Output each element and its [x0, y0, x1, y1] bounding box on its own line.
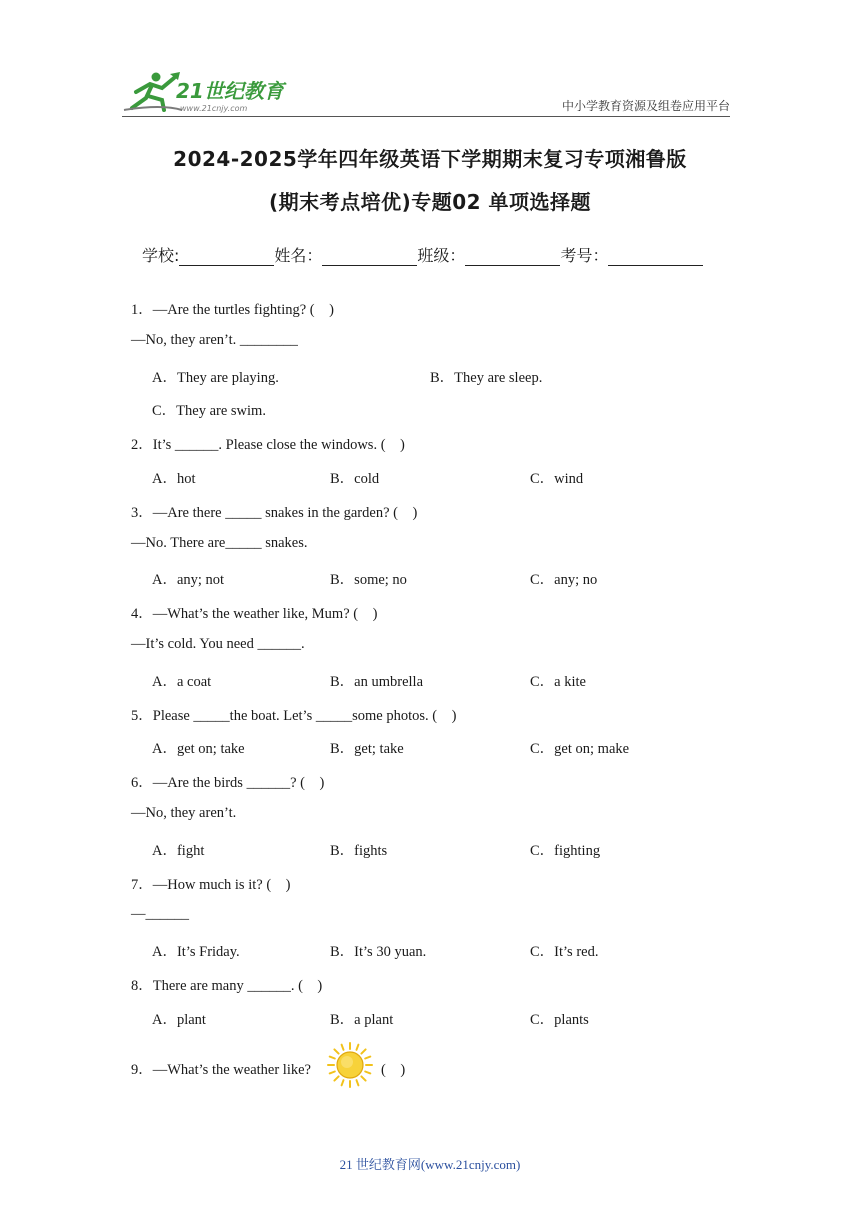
- footer-link[interactable]: 21 世纪教育网(www.21cnjy.com): [339, 1157, 521, 1172]
- option-a[interactable]: A．It’s Friday.: [152, 944, 240, 960]
- class-label: 班级：: [417, 246, 466, 265]
- option-a[interactable]: A．They are playing.: [152, 370, 279, 386]
- question-text: —How much is it? ( ): [152, 877, 291, 893]
- option-b[interactable]: B．some; no: [330, 572, 407, 588]
- question-7-line-2: —______: [131, 906, 189, 922]
- option-c[interactable]: C．any; no: [530, 572, 598, 588]
- question-9-answer-paren[interactable]: ( ): [381, 1062, 406, 1078]
- question-3-line-2: —No. There are_____ snakes.: [131, 535, 308, 551]
- option-a[interactable]: A．get on; take: [152, 741, 245, 757]
- exam-no-field[interactable]: [560, 243, 703, 266]
- option-a[interactable]: A．fight: [152, 843, 205, 859]
- header-divider: [122, 116, 730, 117]
- site-logo: [122, 70, 292, 116]
- question-8: [131, 974, 322, 995]
- logo-runner-icon: [122, 70, 292, 116]
- logo-url: www.21cnjy.com: [180, 104, 248, 113]
- question-6-line-2: —No, they aren’t.: [131, 805, 237, 821]
- option-a[interactable]: A．plant: [152, 1012, 206, 1028]
- question-number: 8．: [131, 978, 153, 994]
- option-a[interactable]: A．any; not: [152, 572, 225, 588]
- question-2: [131, 433, 405, 454]
- exam-no-blank[interactable]: [608, 247, 703, 266]
- option-b[interactable]: B．cold: [330, 471, 380, 487]
- school-blank[interactable]: [179, 247, 274, 266]
- name-label: 姓名：: [274, 246, 323, 265]
- option-a[interactable]: A．a coat: [152, 674, 212, 690]
- option-b[interactable]: B．a plant: [330, 1012, 394, 1028]
- option-c[interactable]: C．fighting: [530, 843, 601, 859]
- question-text: —What’s the weather like, Mum? ( ): [152, 606, 378, 622]
- page-subtitle: (期末考点培优)专题02 单项选择题: [268, 190, 592, 214]
- class-blank[interactable]: [465, 247, 560, 266]
- question-number: 5．: [131, 708, 153, 724]
- page-title: 2024-2025学年四年级英语下学期期末复习专项湘鲁版: [173, 147, 687, 171]
- question-number: 9．: [131, 1062, 153, 1078]
- student-info-row: [142, 243, 703, 266]
- question-4-line-2: —It’s cold. You need ______.: [131, 636, 305, 652]
- option-b[interactable]: B．fights: [330, 843, 388, 859]
- question-number: 7．: [131, 877, 153, 893]
- question-9: [131, 1058, 311, 1079]
- option-b[interactable]: B．get; take: [330, 741, 404, 757]
- option-c[interactable]: C．It’s red.: [530, 944, 599, 960]
- question-number: 2．: [131, 437, 153, 453]
- option-c[interactable]: C．get on; make: [530, 741, 630, 757]
- option-b[interactable]: B．It’s 30 yuan.: [330, 944, 427, 960]
- platform-label: 中小学教育资源及组卷应用平台: [561, 99, 730, 113]
- question-1: [131, 298, 334, 319]
- question-5: [131, 704, 456, 725]
- question-text: —What’s the weather like?: [152, 1062, 311, 1078]
- question-text: —Are there _____ snakes in the garden? ( ): [152, 505, 418, 521]
- question-text: Please _____the boat. Let’s _____some photos. ( ): [152, 708, 457, 724]
- option-c[interactable]: C．a kite: [530, 674, 586, 690]
- question-7: [131, 873, 290, 894]
- question-text: There are many ______. ( ): [152, 978, 323, 994]
- option-b[interactable]: B．an umbrella: [330, 674, 424, 690]
- school-label: 学校:: [142, 246, 180, 265]
- question-text: —Are the birds ______? ( ): [152, 775, 325, 791]
- question-1-line-2: —No, they aren’t. ________: [131, 332, 298, 348]
- sun-icon: [327, 1042, 373, 1088]
- option-c[interactable]: C．wind: [530, 471, 584, 487]
- name-field[interactable]: [274, 243, 417, 266]
- question-6: [131, 771, 324, 792]
- option-a[interactable]: A．hot: [152, 471, 196, 487]
- question-number: 1．: [131, 302, 153, 318]
- option-c[interactable]: C．plants: [530, 1012, 589, 1028]
- question-4: [131, 602, 377, 623]
- exam-no-label: 考号：: [560, 246, 609, 265]
- class-field[interactable]: [417, 243, 560, 266]
- question-text: —Are the turtles fighting? ( ): [152, 302, 334, 318]
- option-c[interactable]: C．They are swim.: [152, 403, 266, 419]
- question-number: 6．: [131, 775, 153, 791]
- logo-text: 21世纪教育: [176, 79, 284, 103]
- question-number: 4．: [131, 606, 153, 622]
- question-number: 3．: [131, 505, 153, 521]
- question-3: [131, 501, 417, 522]
- question-text: It’s ______. Please close the windows. ( ): [152, 437, 405, 453]
- name-blank[interactable]: [322, 247, 417, 266]
- school-field[interactable]: [142, 243, 274, 266]
- option-b[interactable]: B．They are sleep.: [430, 370, 543, 386]
